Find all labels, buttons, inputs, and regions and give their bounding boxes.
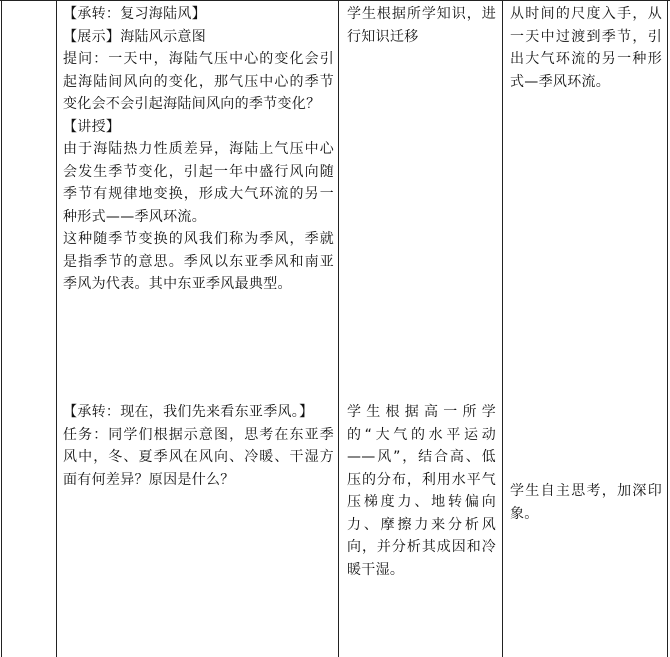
student-activity-cell-1 (347, 3, 496, 48)
column-border-1 (1, 0, 2, 657)
student-activity-text-1: 学生根据所学知识，进行知识迁移 (347, 6, 496, 45)
design-intent-cell-2 (510, 480, 662, 525)
task-text: 任务：同学们根据示意图，思考在东亚季风中，冬、夏季风在风向、冷暖、干湿方面有何差异？原因是什么？ (63, 426, 334, 488)
lecture-text-2: 这种随季节变换的风我们称为季风，季就是指季节的意思。季风以东亚季风和南亚季风为代表。其中东亚季风最典型。 (63, 231, 334, 292)
column-border-3 (338, 0, 339, 657)
column-border-5 (667, 0, 668, 657)
design-intent-text-2: 学生自主思考，加深印象。 (510, 483, 662, 522)
transition-heading-2: 【承转：现在，我们先来看东亚季风。】 (63, 404, 314, 420)
student-activity-text-2: 学生根据高一所学的“大气的水平运动——风”，结合高、低压的分布，利用水平气压梯度力、地转偏向力、摩擦力来分析风向，并分析其成因和冷暖干湿。 (347, 404, 496, 578)
teacher-activity-cell-1 (63, 3, 334, 296)
transition-heading: 【承转：复习海陆风】 (63, 6, 206, 22)
column-border-4 (502, 0, 503, 657)
teacher-activity-cell-2 (63, 401, 334, 491)
table-top-border (0, 0, 670, 1)
lecture-text-1: 由于海陆热力性质差异，海陆上气压中心会发生季节变化，引起一年中盛行风向随季节有规律地变换，形成大气环流的另一种形式——季风环流。 (63, 141, 334, 225)
design-intent-cell-1 (510, 3, 662, 93)
student-activity-cell-2 (347, 401, 496, 581)
lecture-heading: 【讲授】 (63, 118, 121, 135)
display-heading: 【展示】海陆风示意图 (63, 28, 206, 45)
design-intent-text-1: 从时间的尺度入手，从一天中过渡到季节，引出大气环流的另一种形式—季风环流。 (510, 6, 662, 90)
question-text: 提问：一天中，海陆气压中心的变化会引起海陆间风向的变化，那气压中心的季节变化会不会引起海陆间风向的季节变化？ (63, 51, 334, 112)
column-border-2 (56, 0, 57, 657)
